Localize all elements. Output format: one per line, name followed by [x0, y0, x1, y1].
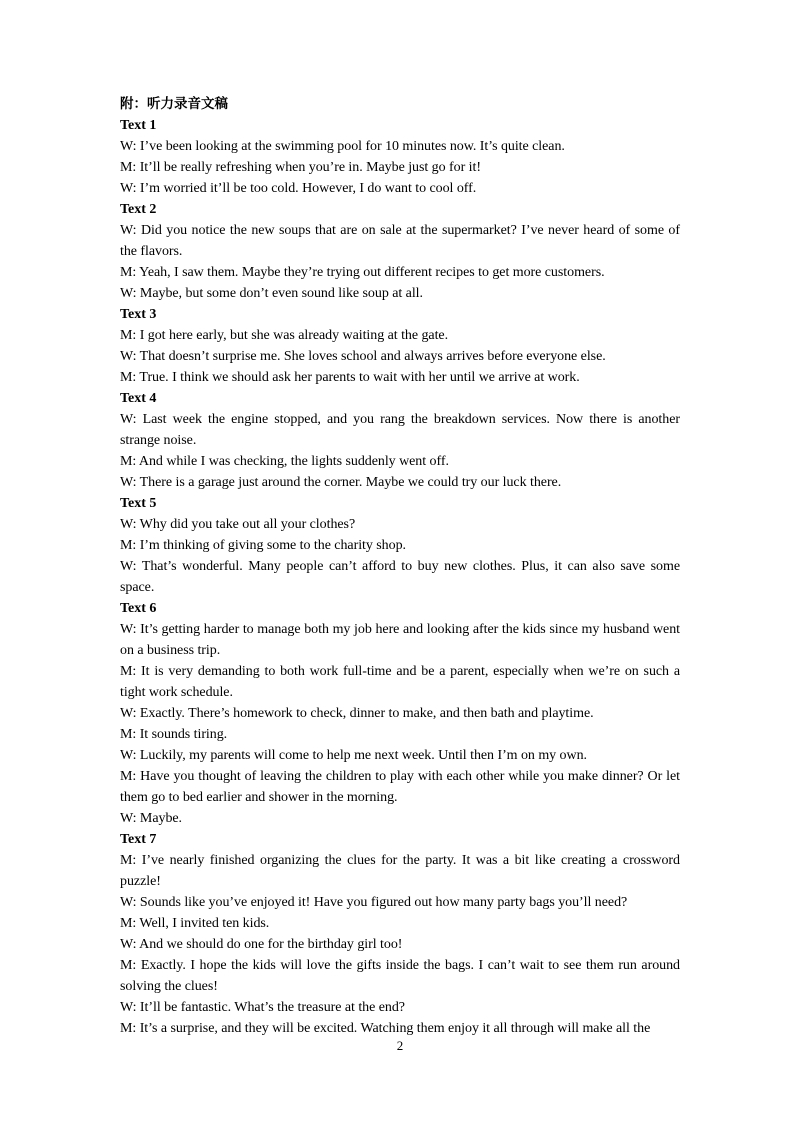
transcript-heading: 附：听力录音文稿 [120, 96, 228, 112]
dialogue-line: W: I’m worried it’ll be too cold. However, I do want to cool off. [120, 181, 477, 196]
dialogue-line: M: Exactly. I hope the kids will love the gifts inside the bags. I can’t wait to see them run around solving the clues! [120, 958, 680, 994]
text-title: Text 7 [120, 832, 157, 847]
dialogue-line: M: It sounds tiring. [120, 727, 228, 742]
dialogue-line: M: And while I was checking, the lights suddenly went off. [120, 454, 449, 469]
text-section-6 [120, 598, 680, 829]
dialogue-line: M: Well, I invited ten kids. [120, 916, 270, 931]
dialogue-line: W: And we should do one for the birthday girl too! [120, 937, 403, 952]
dialogue-line: W: Why did you take out all your clothes? [120, 517, 356, 532]
text-section-7 [120, 829, 680, 1039]
text-title: Text 3 [120, 307, 157, 322]
dialogue-line: W: That doesn’t surprise me. She loves school and always arrives before everyone else. [120, 349, 606, 364]
dialogue-line: W: Luckily, my parents will come to help me next week. Until then I’m on my own. [120, 748, 587, 763]
dialogue-line: M: Have you thought of leaving the children to play with each other while you make dinner? Or let them go to bed earlier and shower in the morning. [120, 769, 680, 805]
page-number: 2 [396, 1038, 404, 1053]
dialogue-line: M: True. I think we should ask her parents to wait with her until we arrive at work. [120, 370, 580, 385]
text-section-2 [120, 199, 680, 304]
text-section-5 [120, 493, 680, 598]
dialogue-line: W: Maybe, but some don’t even sound like soup at all. [120, 286, 423, 301]
dialogue-line: W: I’ve been looking at the swimming pool for 10 minutes now. It’s quite clean. [120, 139, 565, 154]
text-title: Text 2 [120, 202, 157, 217]
dialogue-line: W: Sounds like you’ve enjoyed it! Have you figured out how many party bags you’ll need? [120, 895, 628, 910]
text-section-1 [120, 115, 680, 199]
text-title: Text 5 [120, 496, 157, 511]
dialogue-line: W: Did you notice the new soups that are on sale at the supermarket? I’ve never heard of some of the flavors. [120, 223, 680, 259]
text-title: Text 4 [120, 391, 157, 406]
dialogue-line: W: There is a garage just around the corner. Maybe we could try our luck there. [120, 475, 562, 490]
text-title: Text 6 [120, 601, 157, 616]
text-section-3 [120, 304, 680, 388]
dialogue-line: M: It’s a surprise, and they will be excited. Watching them enjoy it all through will make all the [120, 1021, 651, 1036]
dialogue-line: M: It is very demanding to both work full-time and be a parent, especially when we’re on such a tight work schedule. [120, 664, 680, 700]
dialogue-line: W: That’s wonderful. Many people can’t afford to buy new clothes. Plus, it can also save some space. [120, 559, 680, 595]
dialogue-line: W: It’ll be fantastic. What’s the treasure at the end? [120, 1000, 405, 1015]
text-title: Text 1 [120, 118, 157, 133]
dialogue-line: W: Last week the engine stopped, and you rang the breakdown services. Now there is another strange noise. [120, 412, 680, 448]
text-section-4 [120, 388, 680, 493]
dialogue-line: M: I’m thinking of giving some to the charity shop. [120, 538, 406, 553]
dialogue-line: M: Yeah, I saw them. Maybe they’re trying out different recipes to get more customers. [120, 265, 605, 280]
dialogue-line: W: It’s getting harder to manage both my job here and looking after the kids since my husband went on a business trip. [120, 622, 680, 658]
dialogue-line: W: Maybe. [120, 811, 183, 826]
transcript-page [120, 94, 680, 1039]
dialogue-line: M: It’ll be really refreshing when you’re in. Maybe just go for it! [120, 160, 481, 175]
dialogue-line: M: I’ve nearly finished organizing the clues for the party. It was a bit like creating a crossword puzzle! [120, 853, 680, 889]
dialogue-line: M: I got here early, but she was already waiting at the gate. [120, 328, 449, 343]
dialogue-line: W: Exactly. There’s homework to check, dinner to make, and then bath and playtime. [120, 706, 594, 721]
